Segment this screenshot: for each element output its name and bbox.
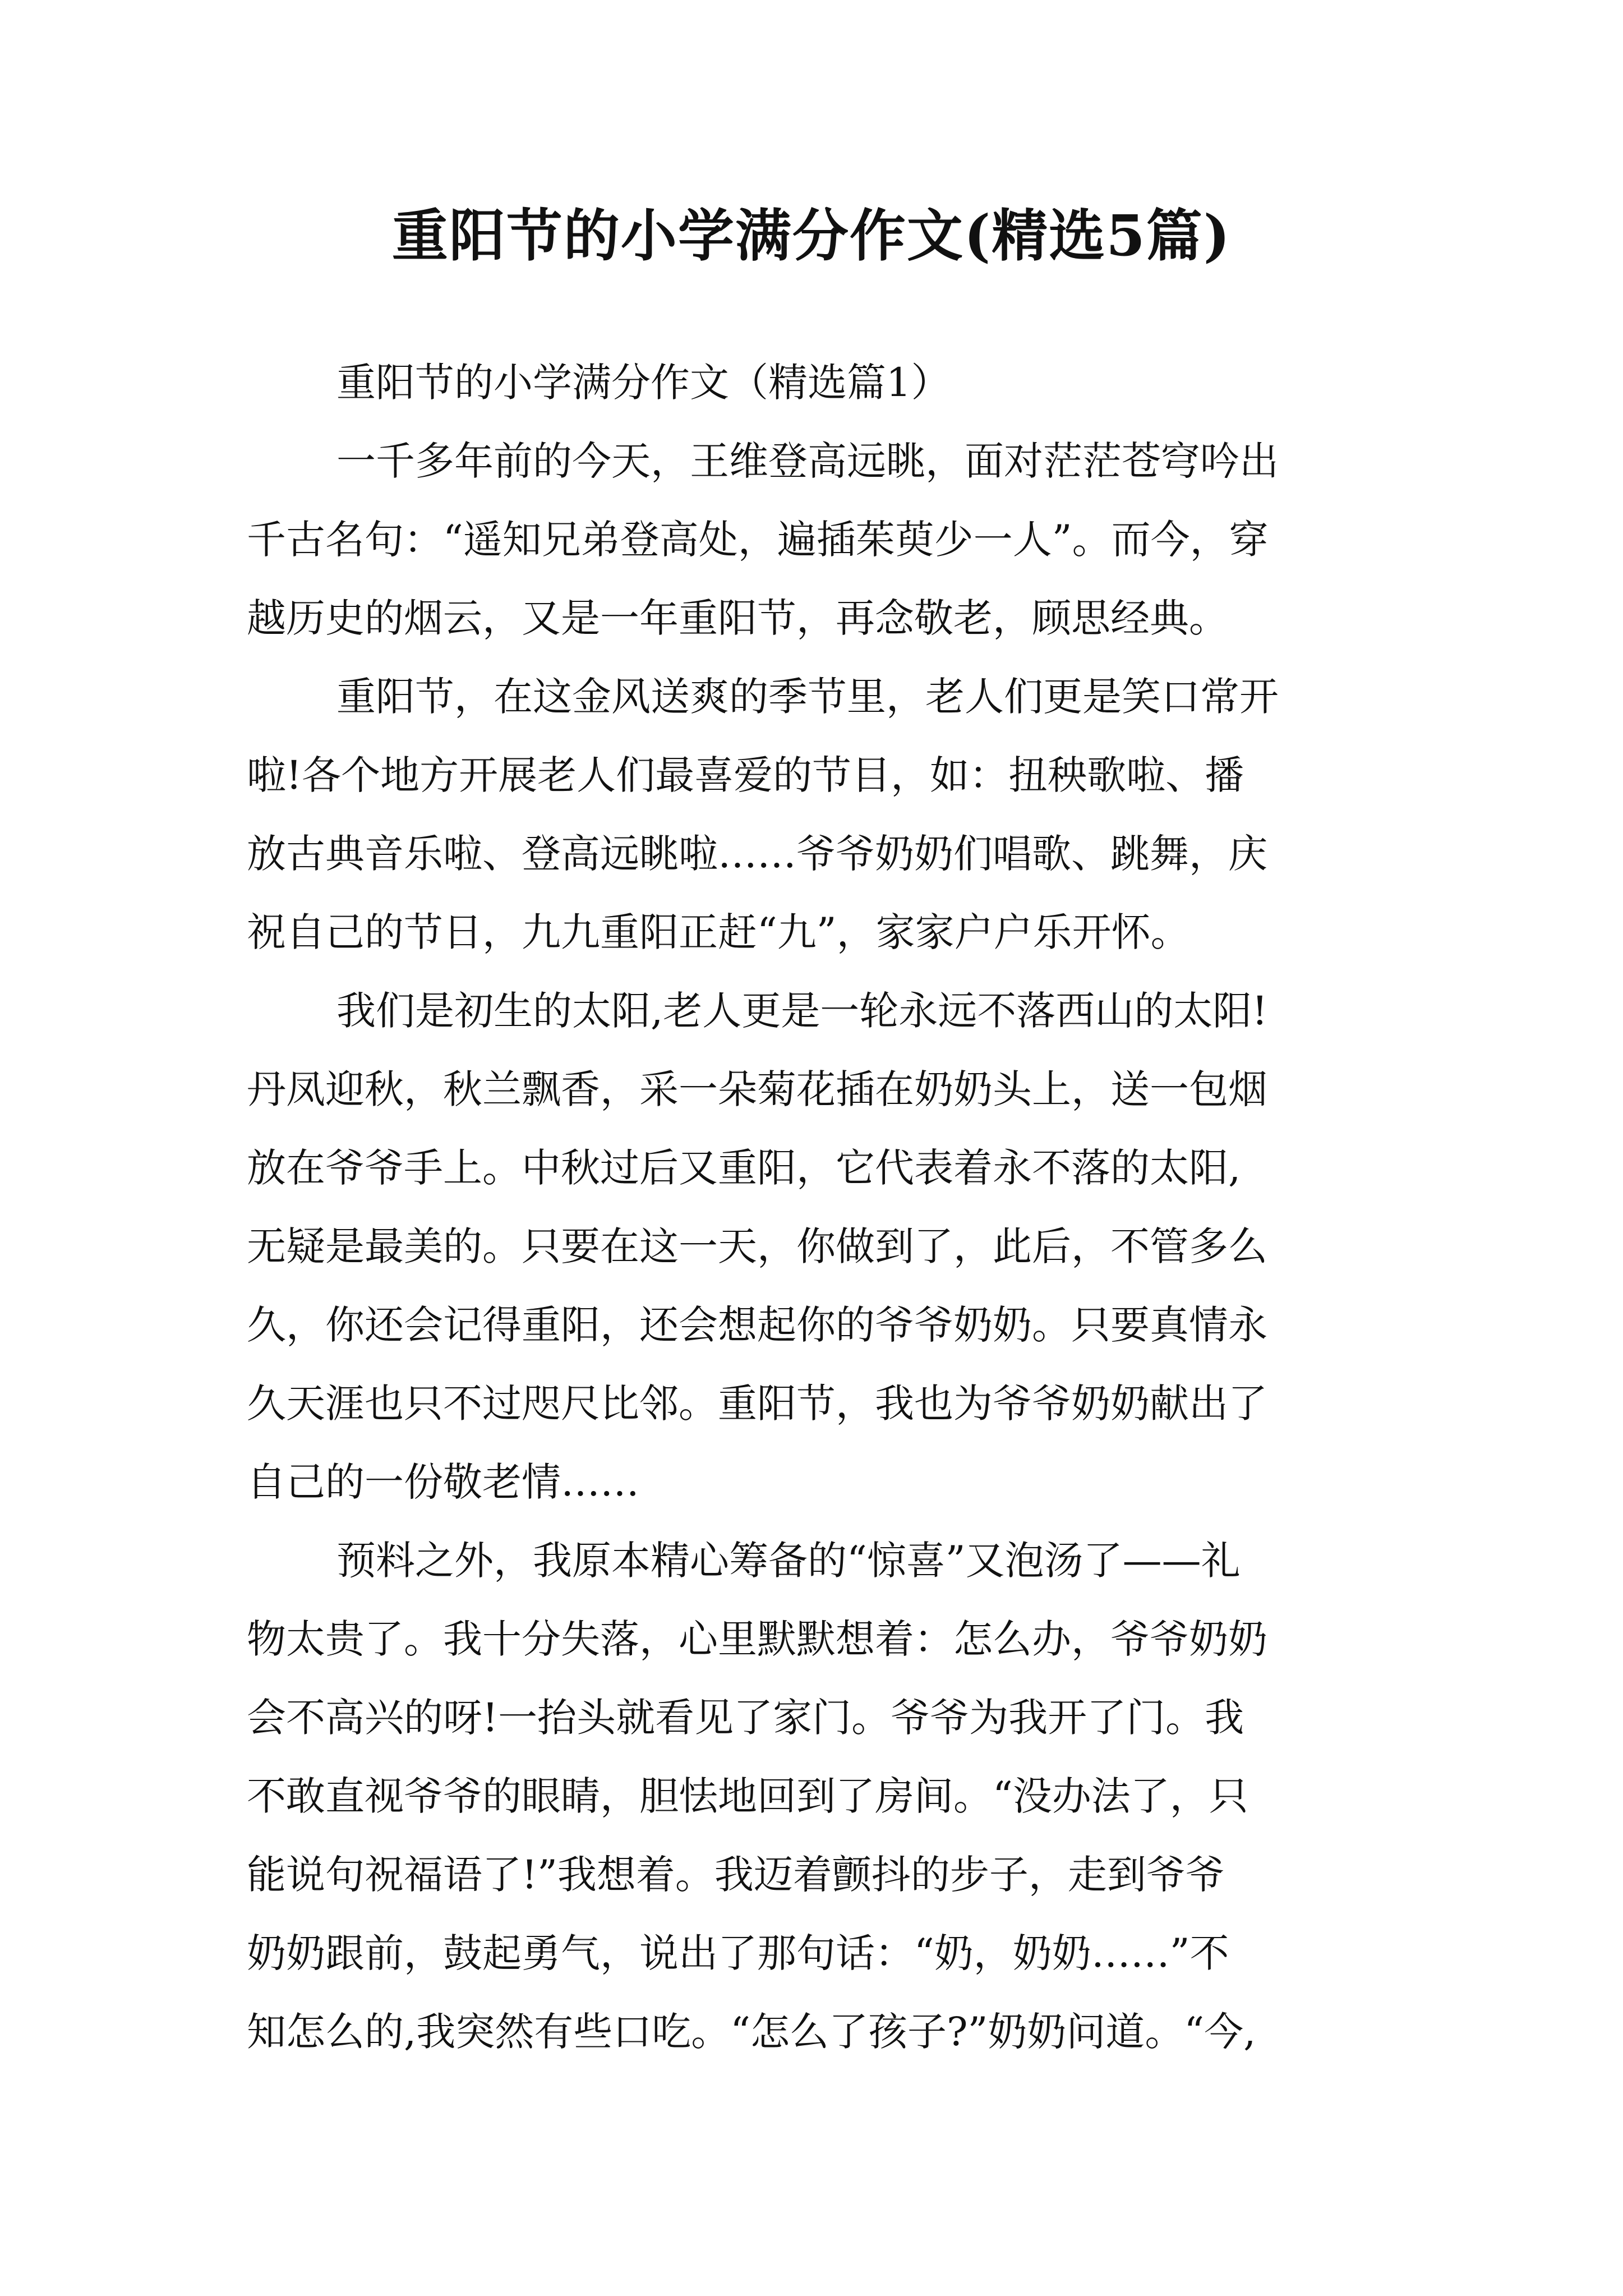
text-line: 越历史的烟云，又是一年重阳节，再念敬老，顾思经典。 [247,595,1228,641]
text-line: 丹凤迎秋，秋兰飘香，采一朵菊花插在奶奶头上，送一包烟 [247,1066,1267,1112]
text-line: 无疑是最美的。只要在这一天，你做到了，此后，不管多么 [247,1223,1267,1269]
text-line: 祝自己的节日，九九重阳正赶“九”，家家户户乐开怀。 [247,909,1190,955]
text-line: 预料之外，我原本精心筹备的“惊喜”又泡汤了——礼 [336,1538,1241,1584]
text-line: 知怎么的,我突然有些口吃。“怎么了孩子?”奶奶问道。“今, [247,2009,1256,2055]
text-line: 不敢直视爷爷的眼睛，胆怯地回到了房间。“没办法了，只 [247,1773,1248,1819]
text-line: 一千多年前的今天，王维登高远眺，面对茫茫苍穹吟出 [336,438,1279,484]
text-line: 放古典音乐啦、登高远眺啦……爷爷奶奶们唱歌、跳舞，庆 [247,831,1267,877]
section-heading: 重阳节的小学满分作文（精选篇1） [336,360,951,406]
document-title: 重阳节的小学满分作文(精选5篇) [391,203,1232,269]
text-line: 久，你还会记得重阳，还会想起你的爷爷奶奶。只要真情永 [247,1302,1267,1348]
text-line: 我们是初生的太阳,老人更是一轮永远不落西山的太阳! [336,988,1268,1034]
document-body [247,343,1391,2071]
text-line: 千古名句：“遥知兄弟登高处，遍插茱萸少一人”。而今，穿 [247,517,1269,563]
text-line: 自己的一份敬老情…… [247,1459,639,1505]
text-line: 能说句祝福语了!”我想着。我迈着颤抖的步子，走到爷爷 [247,1852,1225,1898]
text-line: 啦!各个地方开展老人们最喜爱的节目，如：扭秧歌啦、播 [247,752,1244,798]
text-line: 奶奶跟前，鼓起勇气，说出了那句话：“奶，奶奶……”不 [247,1930,1229,1976]
text-line: 重阳节，在这金风送爽的季节里，老人们更是笑口常开 [336,674,1279,720]
text-line: 物太贵了。我十分失落，心里默默想着：怎么办，爷爷奶奶 [247,1616,1267,1662]
text-line: 久天涯也只不过咫尺比邻。重阳节，我也为爷爷奶奶献出了 [247,1381,1267,1427]
text-line: 会不高兴的呀!一抬头就看见了家门。爷爷为我开了门。我 [247,1695,1244,1741]
text-line: 放在爷爷手上。中秋过后又重阳，它代表着永不落的太阳, [247,1145,1241,1191]
